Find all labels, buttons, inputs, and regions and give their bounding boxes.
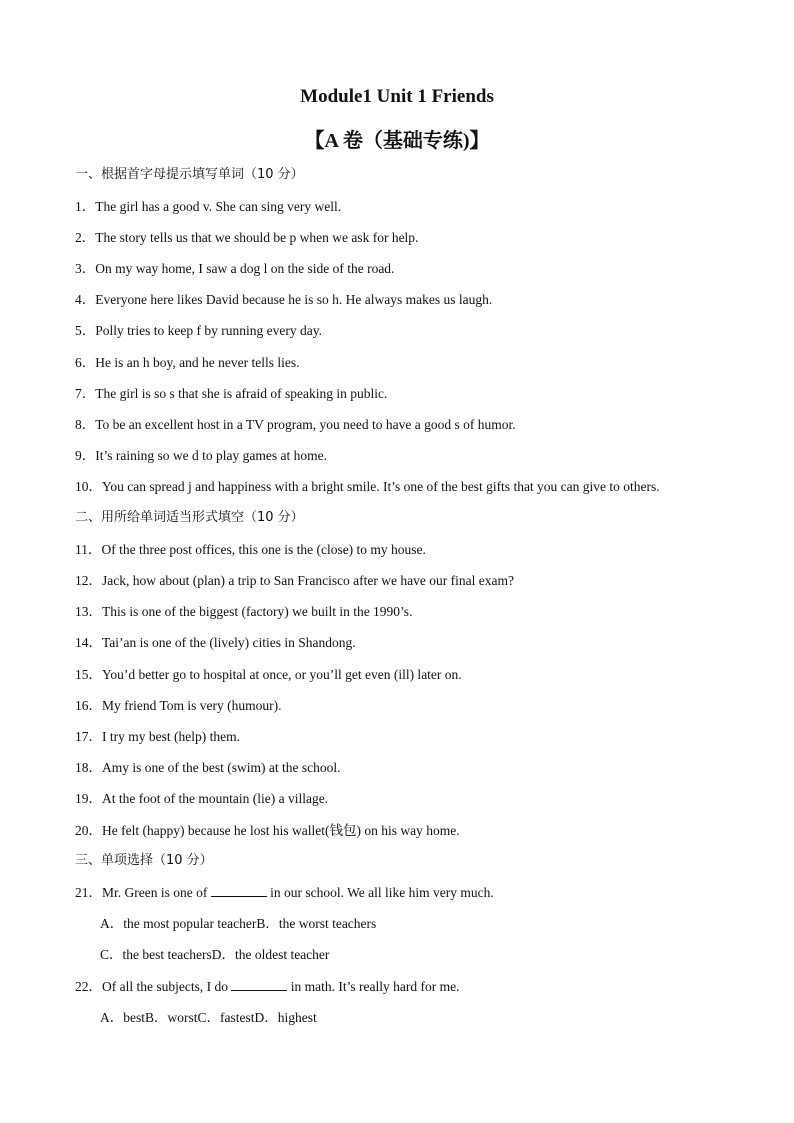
question-15: 15．You’d better go to hospital at once, or you’ll get even (ill) later on.: [75, 667, 462, 682]
question-22-stem-pre: 22．Of all the subjects, I do: [75, 979, 232, 994]
question-20: 20．He felt (happy) because he lost his wallet(钱包) on his way home.: [75, 823, 460, 838]
page-subtitle: 【A 卷（基础专练)】: [304, 130, 490, 152]
question-9: 9．It’s raining so we d to play games at home.: [75, 448, 327, 463]
question-21-stem-pre: 21．Mr. Green is one of: [75, 885, 211, 900]
question-10: 10．You can spread j and happiness with a bright smile. It’s one of the best gifts that you can give to others.: [75, 479, 660, 494]
question-21: [75, 884, 494, 902]
question-6: 6．He is an h boy, and he never tells lies.: [75, 355, 300, 370]
question-21-stem-post: in our school. We all like him very much.: [266, 885, 494, 900]
question-19: 19．At the foot of the mountain (lie) a village.: [75, 791, 329, 806]
question-18: 18．Amy is one of the best (swim) at the school.: [75, 760, 341, 775]
section-heading-1: 一、根据首字母提示填写单词（10 分）: [75, 167, 304, 182]
question-14: 14．Tai’an is one of the (lively) cities in Shandong.: [75, 635, 356, 650]
question-22: [75, 978, 459, 996]
question-3: 3．On my way home, I saw a dog l on the side of the road.: [75, 261, 395, 276]
section-heading-2: 二、用所给单词适当形式填空（10 分）: [75, 510, 304, 525]
question-7: 7．The girl is so s that she is afraid of speaking in public.: [75, 386, 388, 401]
question-16: 16．My friend Tom is very (humour).: [75, 698, 282, 713]
question-17: 17．I try my best (help) them.: [75, 729, 240, 744]
question-2: 2．The story tells us that we should be p when we ask for help.: [75, 230, 419, 245]
page-title: Module1 Unit 1 Friends: [300, 86, 494, 107]
question-11: 11．Of the three post offices, this one is the (close) to my house.: [75, 542, 426, 557]
question-13: 13．This is one of the biggest (factory) we built in the 1990’s.: [75, 604, 413, 619]
question-8: 8．To be an excellent host in a TV program, you need to have a good s of humor.: [75, 417, 516, 432]
question-22-stem-post: in math. It’s really hard for me.: [287, 979, 460, 994]
question-21-options-1: A．the most popular teacherB．the worst teachers: [100, 916, 377, 931]
question-22-options: A．bestB．worstC．fastestD．highest: [100, 1010, 317, 1025]
question-5: 5．Polly tries to keep f by running every day.: [75, 323, 322, 338]
answer-blank: [231, 978, 287, 991]
question-1: 1．The girl has a good v. She can sing very well.: [75, 199, 342, 214]
question-21-options-2: C．the best teachersD．the oldest teacher: [100, 947, 330, 962]
question-4: 4．Everyone here likes David because he is so h. He always makes us laugh.: [75, 292, 493, 307]
section-heading-3: 三、单项选择（10 分）: [75, 853, 213, 868]
answer-blank: [211, 884, 267, 897]
question-12: 12．Jack, how about (plan) a trip to San Francisco after we have our final exam?: [75, 573, 514, 588]
